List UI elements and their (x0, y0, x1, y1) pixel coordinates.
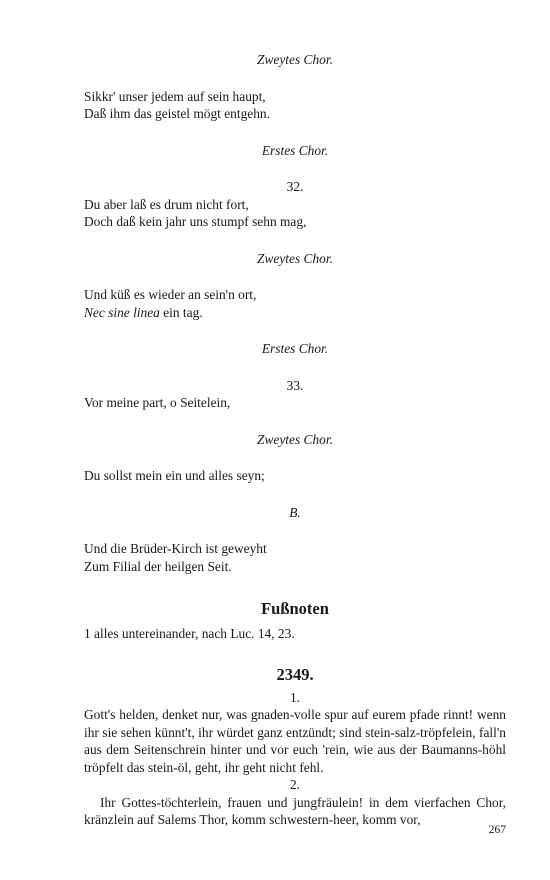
verse-line: Und die Brüder-Kirch ist geweyht (84, 541, 267, 556)
page-body (84, 51, 506, 829)
chorus-heading: Zweytes Chor. (257, 431, 333, 447)
page-number: 267 (488, 824, 506, 836)
verse-number: 1. (289, 689, 301, 705)
verse-line: Und küß es wieder an sein'n ort, (84, 287, 257, 302)
chorus-heading: Zweytes Chor. (257, 52, 333, 67)
verse-line: Doch daß kein jahr uns stumpf sehn mag, (84, 214, 307, 229)
verse-line: Du sollst mein ein und alles seyn; (84, 468, 265, 483)
verse-number: 2. (289, 777, 301, 792)
verse-line (84, 304, 506, 322)
verse-line: Vor meine part, o Seitelein, (84, 395, 231, 410)
hymn-number: 2349. (276, 664, 314, 684)
verse-line-rest: ein tag. (159, 304, 203, 320)
verse-number: 32. (286, 179, 304, 194)
verse-number: 33. (286, 377, 304, 393)
chorus-heading: Zweytes Chor. (257, 250, 333, 266)
chorus-heading: Erstes Chor. (261, 142, 329, 158)
verse-line: Zum Filial der heilgen Seit. (84, 558, 232, 574)
footnotes-title: Fußnoten (261, 599, 329, 618)
latin-phrase: Nec sine linea (84, 304, 160, 320)
verse-line: Sikkr' unser jedem auf sein haupt, (84, 88, 266, 104)
footnote: 1 alles untereinander, nach Luc. 14, 23. (84, 626, 295, 641)
chorus-heading: B. (289, 504, 301, 520)
verse-line: Daß ihm das geistel mögt entgehn. (84, 106, 270, 121)
hymn-verse: Gott's helden, denket nur, was gnaden-volle spur auf eurem pfade rinnt! wenn ihr sie sehen künnt't, ihr würdet ganz entzündt; sind stein-salz-tröpfelein, fall'n aus dem Seitenschrein hinter und vor euch 'rein, wie aus der Baumanns-höhl tröpfelt das stein-öl, geht, ihr geht nicht fehl. (84, 707, 506, 775)
verse-line: Du aber laß es drum nicht fort, (84, 196, 249, 212)
hymn-verse: Ihr Gottes-töchterlein, frauen und jungfräulein! in dem vierfachen Chor, kränzlein auf Salems Thor, komm schwestern-heer, komm vor, (84, 794, 506, 827)
chorus-heading: Erstes Chor. (261, 341, 329, 356)
